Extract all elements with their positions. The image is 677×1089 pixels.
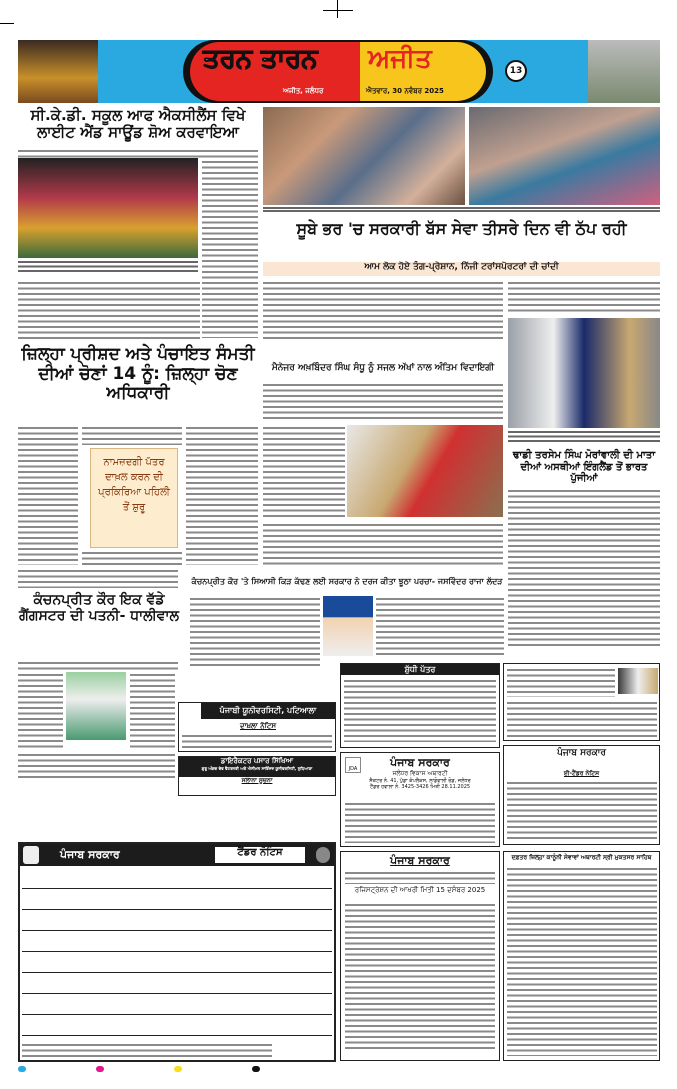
gadvasu-ad (178, 756, 336, 796)
jda-ad (340, 752, 500, 847)
ckd-headline: ਸੀ.ਕੇ.ਡੀ. ਸਕੂਲ ਆਫ ਐਕਸੀਲੈਂਸ ਵਿਖੇ ਲਾਈਟ ਐਂਡ ਸਾਊਂਡ ਸ਼ੋਅ ਕਰਵਾਇਆ (30, 106, 246, 142)
registration-mark (323, 10, 353, 11)
masthead-title-left: ਤਰਨ ਤਾਰਨ (203, 44, 318, 74)
tender-right-title: ਟੈਂਡਰ ਨੋਟਿਸ (215, 847, 305, 863)
funeral-photo (347, 425, 503, 517)
gadvasu-sub: ਗੁਰੂ ਅੰਗਦ ਦੇਵ ਵੈਟਰਨਰੀ ਅਤੇ ਐਨੀਮਲ ਸਾਇੰਸਜ਼ ਯੂਨੀਵਰਸਿਟੀ, ਲੁਧਿਆਣਾ (201, 766, 313, 771)
bus-subheadline: ਆਮ ਲੋਕ ਹੋਏ ਤੰਗ-ਪ੍ਰੇਸ਼ਾਨ, ਨਿੱਜੀ ਟਰਾਂਸਪੋਰਟਰਾਂ ਦੀ ਚਾਂਦੀ (263, 262, 660, 276)
raja-ladder-photo (323, 596, 373, 656)
edition-label: ਅਜੀਤ, ਜਲੰਧਰ (283, 87, 324, 95)
date-label: ਐਤਵਾਰ, 30 ਨਵੰਬਰ 2025 (366, 87, 444, 95)
legal-title: ਦਫ਼ਤਰ ਜ਼ਿਲ੍ਹਾ ਕਾਨੂੰਨੀ ਸੇਵਾਵਾਂ ਅਥਾਰਟੀ ਸ੍ਰੀ ਮੁਕਤਸਰ ਸਾਹਿਬ (511, 854, 652, 861)
ps-bottom-line: ਰਜਿਸਟ੍ਰੇਸ਼ਨ ਦੀ ਆਖਰੀ ਮਿਤੀ 15 ਦਸੰਬਰ 2025 (354, 886, 486, 894)
jda-ref: ਟੈਂਡਰ ਹਵਾਲਾ ਨੰ. 3425-3426 ਮਿਤੀ 28.11.2025 (369, 784, 471, 790)
jda-address: ਸੈਕਟਰ ਨੰ. 41, ਪੁੱਡਾ ਕੰਪਲੈਕਸ, ਲਾਡੋਵਾਲੀ ਰੋਡ, ਜਲੰਧਰ (369, 778, 471, 784)
tender-notice-ad (18, 842, 336, 1062)
tender-left-title: ਪੰਜਾਬ ਸਰਕਾਰ (60, 848, 120, 861)
jda-logo: JDA (345, 757, 361, 773)
public-notice-ad (503, 663, 660, 741)
punjab-sarkar-registration-ad (340, 851, 500, 1061)
gadvasu-header (179, 757, 335, 777)
bus-headline: ਸੂਬੇ ਭਰ 'ਚ ਸਰਕਾਰੀ ਬੱਸ ਸੇਵਾ ਤੀਸਰੇ ਦਿਨ ਵੀ ਠੱਪ ਰਹੀ (296, 219, 627, 238)
kanchan-headline: ਕੰਚਨਪ੍ਰੀਤ ਕੌਰ 'ਤੇ ਸਿਆਸੀ ਕਿੜ ਕੱਢਣ ਲਈ ਸਰਕਾਰ ਨੇ ਦਰਜ ਕੀਤਾ ਝੂਠਾ ਪਰਚਾ- ਜਸਵਿੰਦਰ ਰਾਜਾ ਲੱਦੜ (191, 577, 503, 586)
ps-bottom-title: ਪੰਜਾਬ ਸਰਕਾਰ (390, 854, 450, 867)
crop-mark (0, 23, 14, 24)
sikh-leaders-photo (508, 318, 660, 428)
election-headline: ਜ਼ਿਲ੍ਹਾ ਪ੍ਰੀਸ਼ਦ ਅਤੇ ਪੰਚਾਇਤ ਸੰਮਤੀ ਦੀਆਂ ਚੋਣਾਂ 14 ਨੂੰ: ਜ਼ਿਲ੍ਹਾ ਚੋਣ ਅਧਿਕਾਰੀ (21, 344, 255, 404)
pu-title: ਪੰਜਾਬੀ ਯੂਨੀਵਰਸਿਟੀ, ਪਟਿਆਲਾ (201, 703, 335, 719)
manager-headline: ਮੈਨੇਜਰ ਅਖ਼ਬਿੰਦਰ ਸਿੰਘ ਸੰਧੂ ਨੂੰ ਸਜਲ ਅੱਖਾਂ ਨਾਲ ਅੰਤਿਮ ਵਿਦਾਇਗੀ (271, 363, 495, 373)
ps-right-notice: ਈ-ਟੈਂਡਰ ਨੋਟਿਸ (563, 770, 600, 777)
punjab-sarkar-etender-ad (503, 745, 660, 845)
fingerprint-icon (316, 847, 330, 863)
gadvasu-notice: ਸਲਾਨਾ ਸੂਚਨਾ (241, 777, 273, 784)
registration-mark (337, 0, 338, 18)
bus-passengers-photo-2 (469, 107, 660, 205)
gangster-headline: ਕੰਚਨਪ੍ਰੀਤ ਕੌਰ ਇਕ ਵੱਡੇ ਗੈਂਗਸਟਰ ਦੀ ਪਤਨੀ- ਧਾਲੀਵਾਲ (18, 592, 180, 625)
gadvasu-title: ਡਾਇਰੈਕਟਰ ਪਸਾਰ ਸਿੱਖਿਆ (220, 757, 294, 765)
masthead-title-right: ਅਜੀਤ (368, 44, 432, 74)
bus-passengers-photo-1 (263, 107, 465, 205)
golden-temple-photo (18, 40, 98, 103)
photo-caption (18, 260, 198, 274)
election-highlight-box: ਨਾਮਜ਼ਦਗੀ ਪੱਤਰ ਦਾਖ਼ਲ ਕਰਨ ਦੀ ਪ੍ਰਕਿਰਿਆ ਪਹਿਲੀ ਤੋਂ ਸ਼ੁਰੂ (90, 448, 178, 548)
jda-title: ਪੰਜਾਬ ਸਰਕਾਰ (390, 756, 450, 769)
ps-right-title: ਪੰਜਾਬ ਸਰਕਾਰ (557, 748, 606, 758)
color-registration-bar (18, 1066, 660, 1072)
couple-photo (618, 668, 658, 694)
corrigendum-ad (340, 663, 500, 748)
punjabi-university-ad (178, 702, 336, 752)
punjab-emblem-icon (23, 846, 39, 864)
tender-table (22, 868, 332, 1038)
legal-services-ad (503, 851, 660, 1061)
dhadi-headline: ਢਾਡੀ ਤਰਸੇਮ ਸਿੰਘ ਮੋਰਾਂਵਾਲੀ ਦੀ ਮਾਤਾ ਦੀਆਂ ਅਸਥੀਆਂ ਇੰਗਲੈਂਡ ਤੋਂ ਭਾਰਤ ਪੁੱਜੀਆਂ (512, 450, 656, 484)
page-number: 13 (505, 60, 527, 82)
dhaliwal-photo (66, 672, 126, 740)
pu-notice: ਦਾਖ਼ਲਾ ਨੋਟਿਸ (239, 722, 277, 730)
corrigendum-title: ਸ਼ੁੱਧੀ ਪੱਤਰ (341, 664, 499, 675)
jda-sub: ਜਲੰਧਰ ਵਿਕਾਸ ਅਥਾਰਟੀ (392, 770, 448, 777)
masthead (18, 40, 660, 103)
light-sound-show-photo (18, 158, 198, 258)
bus-stand-photo (588, 40, 660, 103)
